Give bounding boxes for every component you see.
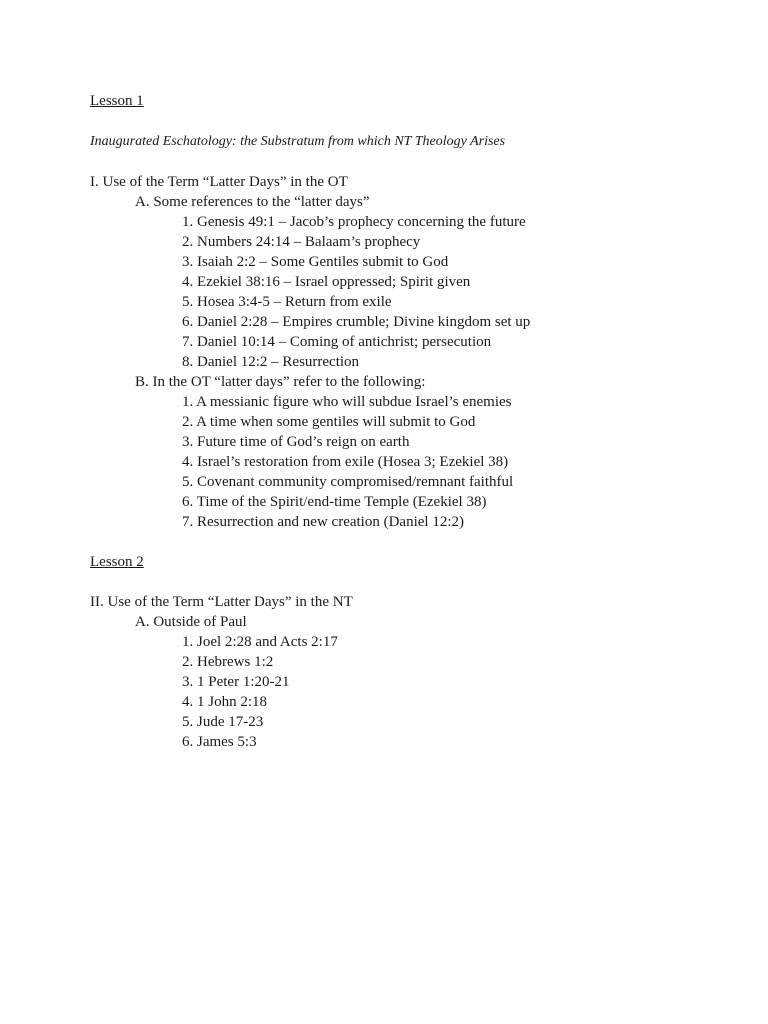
list-item: 3. 1 Peter 1:20-21 <box>182 674 290 690</box>
list-item: 3. Isaiah 2:2 – Some Gentiles submit to God <box>182 254 449 270</box>
list-item: 5. Hosea 3:4-5 – Return from exile <box>182 294 392 310</box>
lesson-1-heading: Lesson 1 <box>90 93 144 109</box>
list-item: 2. Numbers 24:14 – Balaam’s prophecy <box>182 234 421 250</box>
list-item: 5. Covenant community compromised/remnant faithful <box>182 474 514 490</box>
lesson-2-heading: Lesson 2 <box>90 554 144 570</box>
list-item: 8. Daniel 12:2 – Resurrection <box>182 354 360 370</box>
list-item: 2. A time when some gentiles will submit to God <box>182 414 476 430</box>
section-2-part-a-heading: A. Outside of Paul <box>135 614 247 630</box>
list-item: 4. 1 John 2:18 <box>182 694 268 710</box>
list-item: 1. Joel 2:28 and Acts 2:17 <box>182 634 338 650</box>
list-item: 6. Daniel 2:28 – Empires crumble; Divine kingdom set up <box>182 314 531 330</box>
list-item: 6. James 5:3 <box>182 734 257 750</box>
section-1-heading: I. Use of the Term “Latter Days” in the OT <box>90 174 348 190</box>
section-1-part-b-heading: B. In the OT “latter days” refer to the following: <box>135 374 426 390</box>
section-1-part-a-heading: A. Some references to the “latter days” <box>135 194 370 210</box>
list-item: 7. Daniel 10:14 – Coming of antichrist; persecution <box>182 334 492 350</box>
list-item: 6. Time of the Spirit/end-time Temple (Ezekiel 38) <box>182 494 487 510</box>
list-item: 3. Future time of God’s reign on earth <box>182 434 410 450</box>
list-item: 7. Resurrection and new creation (Daniel 12:2) <box>182 514 464 530</box>
list-item: 1. A messianic figure who will subdue Israel’s enemies <box>182 394 512 410</box>
lesson-1-subtitle: Inaugurated Eschatology: the Substratum from which NT Theology Arises <box>90 134 506 149</box>
list-item: 1. Genesis 49:1 – Jacob’s prophecy concerning the future <box>182 214 526 230</box>
section-2-heading: II. Use of the Term “Latter Days” in the NT <box>90 594 353 610</box>
list-item: 5. Jude 17-23 <box>182 714 264 730</box>
list-item: 4. Israel’s restoration from exile (Hosea 3; Ezekiel 38) <box>182 454 509 470</box>
list-item: 4. Ezekiel 38:16 – Israel oppressed; Spirit given <box>182 274 471 290</box>
list-item: 2. Hebrews 1:2 <box>182 654 274 670</box>
